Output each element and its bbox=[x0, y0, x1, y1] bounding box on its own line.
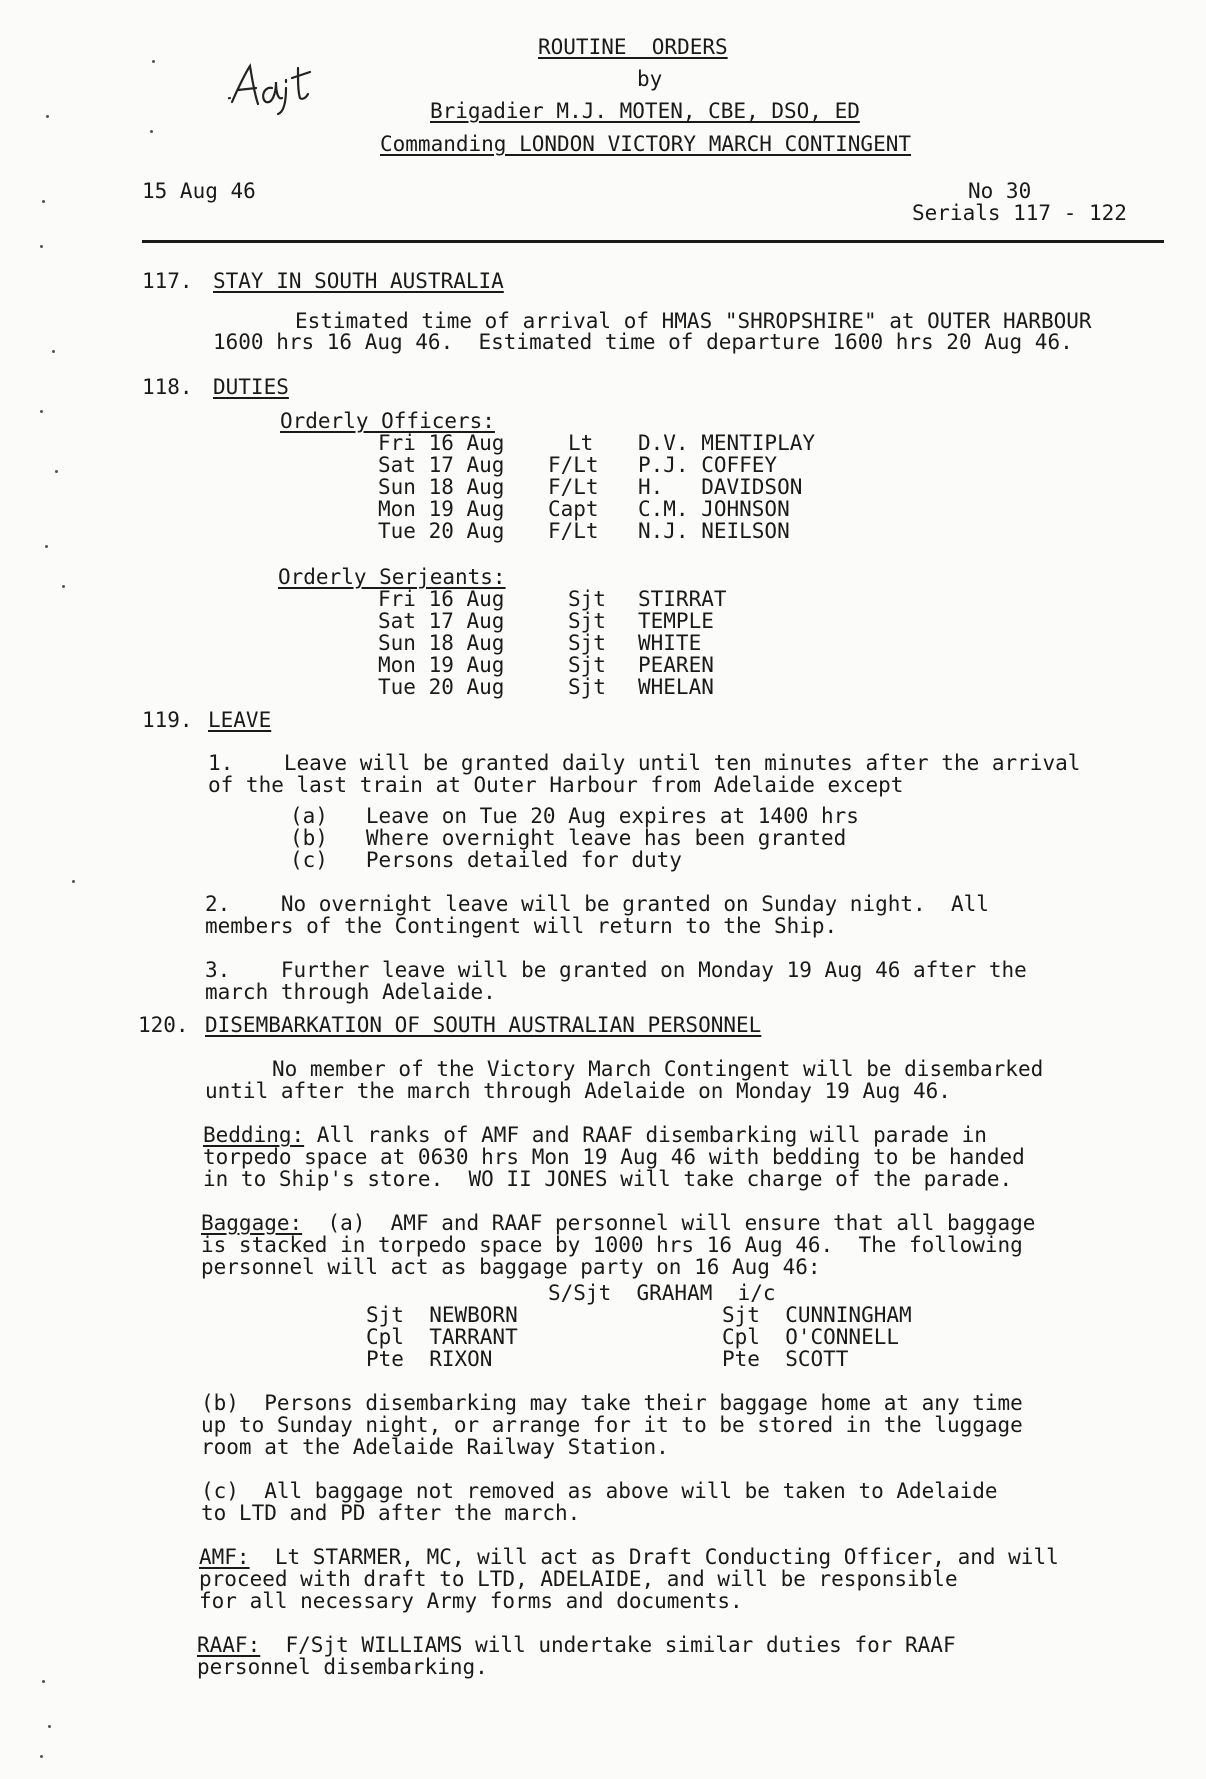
orderly-serjeants-heading: Orderly Serjeants: bbox=[278, 565, 506, 589]
baggage-line2: is stacked in torpedo space by 1000 hrs 16 Aug 46. The following bbox=[201, 1233, 1023, 1257]
baggage-text: (a) AMF and RAAF personnel will ensure that all baggage bbox=[302, 1211, 1036, 1235]
roster-name: WHELAN bbox=[638, 675, 714, 699]
leave-para-3-line1: 3. Further leave will be granted on Monday 19 Aug 46 after the bbox=[205, 958, 1027, 982]
party-member: Pte RIXON bbox=[366, 1347, 493, 1371]
roster-rank: F/Lt bbox=[548, 475, 599, 499]
baggage-b-line2: up to Sunday night, or arrange for it to be stored in the luggage bbox=[201, 1413, 1023, 1437]
serial-117-line2: 1600 hrs 16 Aug 46. Estimated time of departure 1600 hrs 20 Aug 46. bbox=[213, 330, 1073, 354]
commander-line: Brigadier M.J. MOTEN, CBE, DSO, ED bbox=[430, 99, 860, 123]
bedding-line3: in to Ship's store. WO II JONES will take charge of the parade. bbox=[203, 1167, 1013, 1191]
roster-rank: Sjt bbox=[568, 653, 606, 677]
roster-day: Fri 16 Aug bbox=[378, 587, 505, 611]
serial-118-heading: DUTIES bbox=[213, 375, 289, 399]
roster-rank: Sjt bbox=[568, 631, 606, 655]
handwritten-annotation-adjt bbox=[228, 58, 318, 118]
amf-line3: for all necessary Army forms and documents. bbox=[199, 1589, 743, 1613]
baggage-b-line3: room at the Adelaide Railway Station. bbox=[201, 1435, 669, 1459]
document-title: ROUTINE ORDERS bbox=[538, 35, 728, 59]
bedding-line2: torpedo space at 0630 hrs Mon 19 Aug 46 with bedding to be handed bbox=[203, 1145, 1025, 1169]
roster-rank: F/Lt bbox=[548, 519, 599, 543]
roster-rank: Lt bbox=[568, 431, 594, 455]
roster-day: Tue 20 Aug bbox=[378, 675, 505, 699]
order-number: No 30 bbox=[968, 179, 1032, 203]
baggage-line1 bbox=[201, 1212, 1035, 1234]
by-line: by bbox=[637, 67, 663, 91]
amf-text: Lt STARMER, MC, will act as Draft Conducting Officer, and will bbox=[249, 1545, 1059, 1569]
leave-para-1-line2: of the last train at Outer Harbour from Adelaide except bbox=[208, 773, 904, 797]
roster-day: Sun 18 Aug bbox=[378, 475, 505, 499]
roster-day: Fri 16 Aug bbox=[378, 431, 505, 455]
leave-para-3-line2: march through Adelaide. bbox=[205, 980, 496, 1004]
leave-para-2-line1: 2. No overnight leave will be granted on Sunday night. All bbox=[205, 892, 989, 916]
roster-day: Sun 18 Aug bbox=[378, 631, 505, 655]
amf-line1 bbox=[199, 1546, 1059, 1568]
orderly-officers-heading: Orderly Officers: bbox=[280, 409, 495, 433]
serial-120-heading: DISEMBARKATION OF SOUTH AUSTRALIAN PERSONNEL bbox=[205, 1013, 762, 1037]
disembark-intro-line2: until after the march through Adelaide on Monday 19 Aug 46. bbox=[205, 1079, 951, 1103]
leave-para-2-line2: members of the Contingent will return to the Ship. bbox=[205, 914, 838, 938]
disembark-intro-line1: No member of the Victory March Contingent will be disembarked bbox=[272, 1057, 1044, 1081]
party-member: Pte SCOTT bbox=[722, 1347, 849, 1371]
raaf-text: F/Sjt WILLIAMS will undertake similar duties for RAAF bbox=[260, 1633, 956, 1657]
roster-rank: F/Lt bbox=[548, 453, 599, 477]
roster-name: N.J. NEILSON bbox=[638, 519, 790, 543]
command-line: Commanding LONDON VICTORY MARCH CONTINGENT bbox=[380, 132, 912, 156]
serial-119-number: 119. bbox=[142, 708, 193, 732]
raaf-label: RAAF: bbox=[197, 1633, 261, 1657]
serial-117-line1: Estimated time of arrival of HMAS "SHROPSHIRE" at OUTER HARBOUR bbox=[295, 309, 1092, 333]
bedding-line1 bbox=[203, 1124, 987, 1146]
party-member: Cpl O'CONNELL bbox=[722, 1325, 900, 1349]
serial-117-heading: STAY IN SOUTH AUSTRALIA bbox=[213, 269, 504, 293]
roster-name: TEMPLE bbox=[638, 609, 714, 633]
serial-117-number: 117. bbox=[142, 269, 193, 293]
raaf-line2: personnel disembarking. bbox=[197, 1655, 488, 1679]
leave-exception-a: (a) Leave on Tue 20 Aug expires at 1400 hrs bbox=[290, 804, 859, 828]
baggage-label: Baggage: bbox=[201, 1211, 303, 1235]
baggage-line3: personnel will act as baggage party on 16 Aug 46: bbox=[201, 1255, 821, 1279]
leave-exception-b: (b) Where overnight leave has been granted bbox=[290, 826, 847, 850]
roster-rank: Capt bbox=[548, 497, 599, 521]
baggage-party-lead: S/Sjt GRAHAM i/c bbox=[548, 1281, 776, 1305]
document-date: 15 Aug 46 bbox=[142, 179, 256, 203]
amf-label: AMF: bbox=[199, 1545, 250, 1569]
bedding-label: Bedding: bbox=[203, 1123, 305, 1147]
roster-name: PEAREN bbox=[638, 653, 714, 677]
serials-range: Serials 117 - 122 bbox=[912, 201, 1127, 225]
baggage-b-line1: (b) Persons disembarking may take their baggage home at any time bbox=[201, 1391, 1023, 1415]
roster-name: D.V. MENTIPLAY bbox=[638, 431, 816, 455]
baggage-c-line1: (c) All baggage not removed as above will be taken to Adelaide bbox=[201, 1479, 998, 1503]
leave-exception-c: (c) Persons detailed for duty bbox=[290, 848, 682, 872]
baggage-c-line2: to LTD and PD after the march. bbox=[201, 1501, 581, 1525]
bedding-text: All ranks of AMF and RAAF disembarking will parade in bbox=[304, 1123, 987, 1147]
roster-day: Sat 17 Aug bbox=[378, 453, 505, 477]
amf-line2: proceed with draft to LTD, ADELAIDE, and will be responsible bbox=[199, 1567, 958, 1591]
serial-120-number: 120. bbox=[138, 1013, 189, 1037]
serial-118-number: 118. bbox=[142, 375, 193, 399]
roster-day: Sat 17 Aug bbox=[378, 609, 505, 633]
leave-para-1-line1: 1. Leave will be granted daily until ten minutes after the arrival bbox=[208, 751, 1081, 775]
serial-119-heading: LEAVE bbox=[208, 708, 272, 732]
roster-day: Tue 20 Aug bbox=[378, 519, 505, 543]
party-member: Sjt NEWBORN bbox=[366, 1303, 518, 1327]
roster-name: C.M. JOHNSON bbox=[638, 497, 790, 521]
roster-name: P.J. COFFEY bbox=[638, 453, 778, 477]
roster-name: WHITE bbox=[638, 631, 702, 655]
roster-rank: Sjt bbox=[568, 675, 606, 699]
roster-rank: Sjt bbox=[568, 609, 606, 633]
raaf-line1 bbox=[197, 1634, 956, 1656]
header-rule bbox=[142, 240, 1164, 243]
party-member: Cpl TARRANT bbox=[366, 1325, 518, 1349]
roster-name: H. DAVIDSON bbox=[638, 475, 803, 499]
roster-name: STIRRAT bbox=[638, 587, 727, 611]
roster-day: Mon 19 Aug bbox=[378, 653, 505, 677]
roster-day: Mon 19 Aug bbox=[378, 497, 505, 521]
party-member: Sjt CUNNINGHAM bbox=[722, 1303, 912, 1327]
roster-rank: Sjt bbox=[568, 587, 606, 611]
